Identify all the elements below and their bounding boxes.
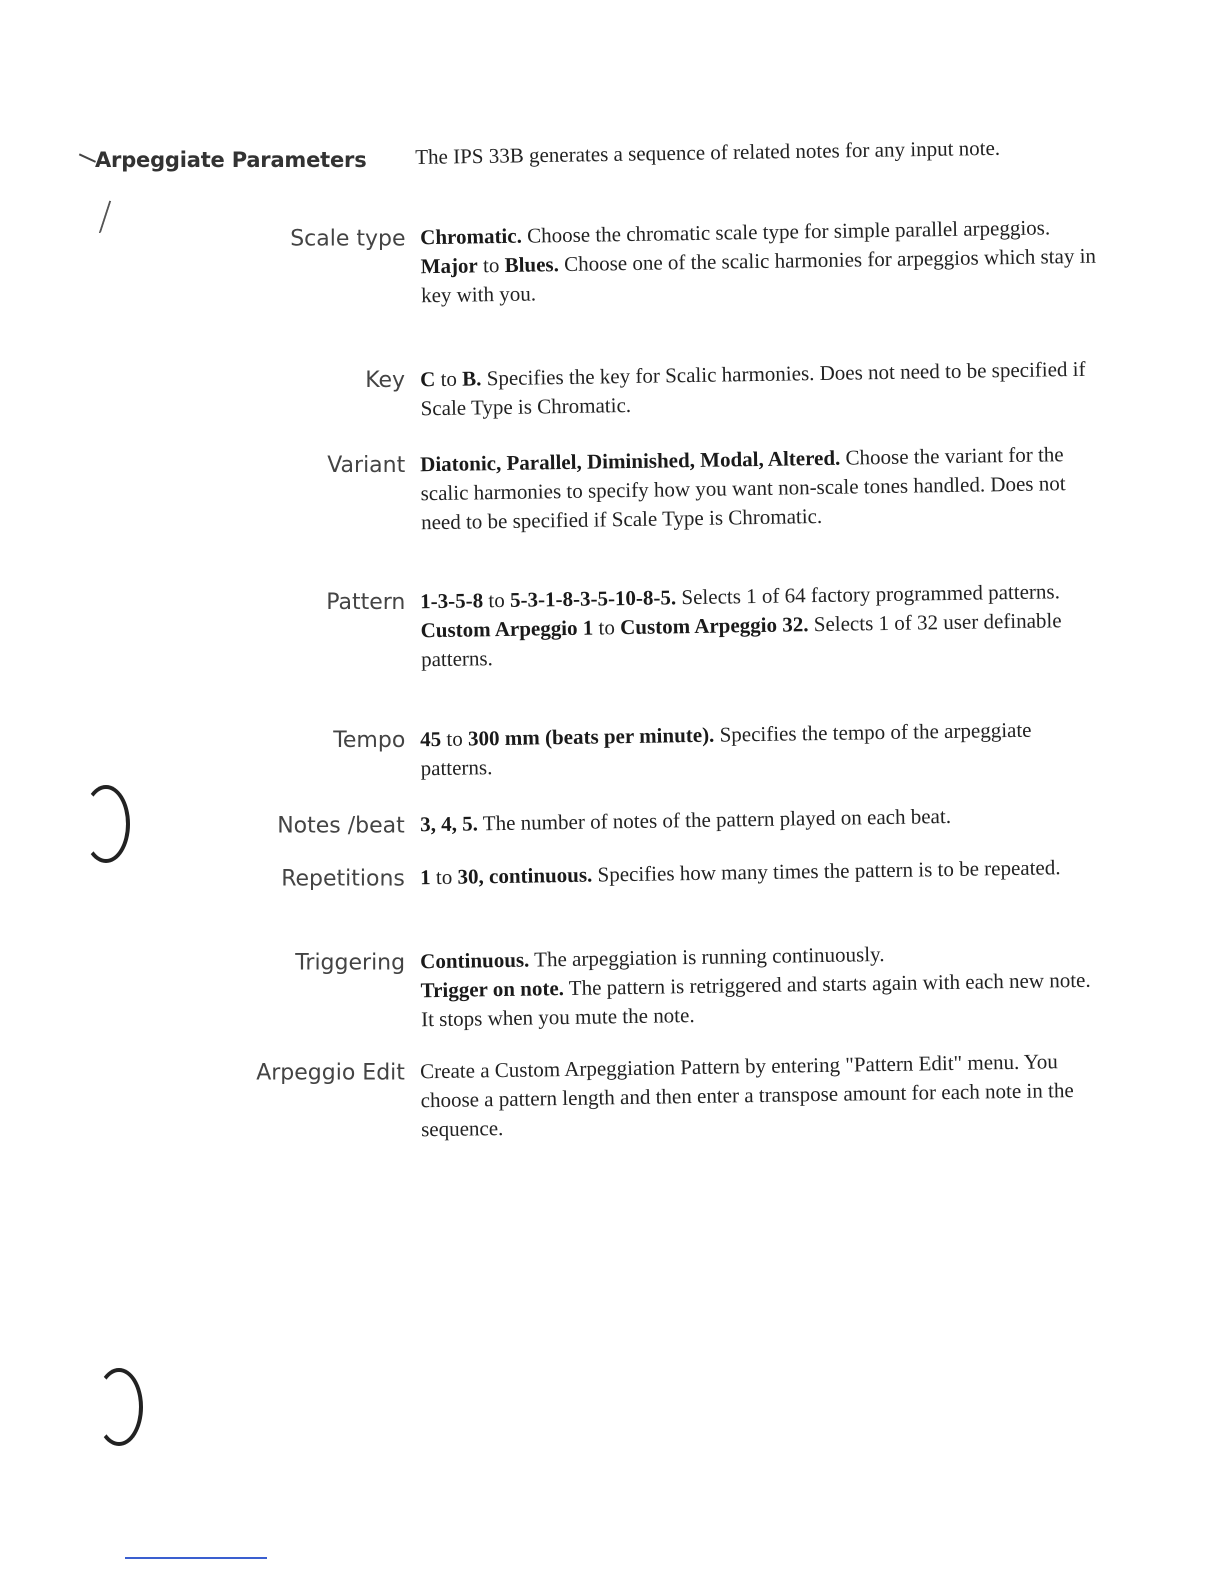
param-label: Tempo (333, 728, 406, 754)
param-description (420, 853, 1100, 893)
param-line: 1 to 30, continuous. Specifies how many times the pattern is to be repeated. (419, 855, 1061, 890)
param-line: Trigger on note. The pattern is retriggered and starts again with each new note. It stops when you mute the note. (420, 967, 1091, 1032)
param-description (420, 213, 1101, 311)
margin-mark (99, 201, 111, 234)
section-title: Arpeggiate Parameters (95, 148, 367, 172)
param-key (120, 354, 1120, 421)
param-arpeggio-edit (120, 1046, 1120, 1142)
param-notes-per-beat (120, 799, 1120, 839)
param-tempo (120, 714, 1120, 781)
param-label: Triggering (295, 950, 406, 976)
param-pattern (120, 576, 1120, 672)
param-description (420, 577, 1101, 675)
param-label: Scale type (289, 226, 406, 252)
param-line: Diatonic, Parallel, Diminished, Modal, Altered. Choose the variant for the scalic harmonies to specify how you want non-scale tones handled. Does not need to be specified if Scale Type is Chromatic. (419, 442, 1066, 535)
param-line: Major to Blues. Choose one of the scalic harmonies for arpeggios which stay in key with you. (420, 243, 1097, 308)
param-line: Custom Arpeggio 1 to Custom Arpeggio 32. Selects 1 of 32 user definable patterns. (420, 608, 1062, 672)
param-line: 3, 4, 5. The number of notes of the pattern played on each beat. (419, 803, 952, 837)
param-line: Continuous. The arpeggiation is running continuously. (419, 941, 885, 974)
param-description (420, 1047, 1101, 1145)
footer-rule (125, 1557, 267, 1559)
param-scale-type (120, 212, 1120, 308)
param-description (420, 937, 1101, 1035)
param-description (420, 800, 1100, 840)
param-label: Arpeggio Edit (256, 1060, 406, 1086)
param-line: 45 to 300 mm (beats per minute). Specifies the tempo of the arpeggiate patterns. (419, 717, 1032, 781)
param-label: Repetitions (281, 866, 406, 892)
param-variant (120, 439, 1120, 535)
binder-hole-icon (82, 785, 130, 863)
param-label: Key (365, 367, 406, 393)
param-line: C to B. Specifies the key for Scalic harmonies. Does not need to be specified if Scale Type is Chromatic. (419, 356, 1086, 421)
param-description (420, 715, 1101, 784)
param-label: Notes /beat (277, 813, 406, 839)
param-line: Chromatic. Choose the chromatic scale type for simple parallel arpeggios. (419, 215, 1051, 250)
param-label: Variant (327, 453, 406, 479)
binder-hole-icon (95, 1368, 143, 1446)
param-triggering (120, 936, 1120, 1032)
param-description (420, 355, 1101, 424)
param-label: Pattern (326, 590, 406, 616)
param-repetitions (120, 852, 1120, 892)
param-description (420, 440, 1101, 538)
margin-mark (78, 153, 96, 164)
param-line: Create a Custom Arpeggiation Pattern by entering "Pattern Edit" menu. You choose a pattern length and then enter a transpose amount for each note in the sequence. (419, 1049, 1074, 1142)
section-intro: The IPS 33B generates a sequence of related notes for any input note. (415, 135, 1001, 169)
param-line: 1-3-5-8 to 5-3-1-8-3-5-10-8-5. Selects 1 of 64 factory programmed patterns. (419, 579, 1061, 614)
